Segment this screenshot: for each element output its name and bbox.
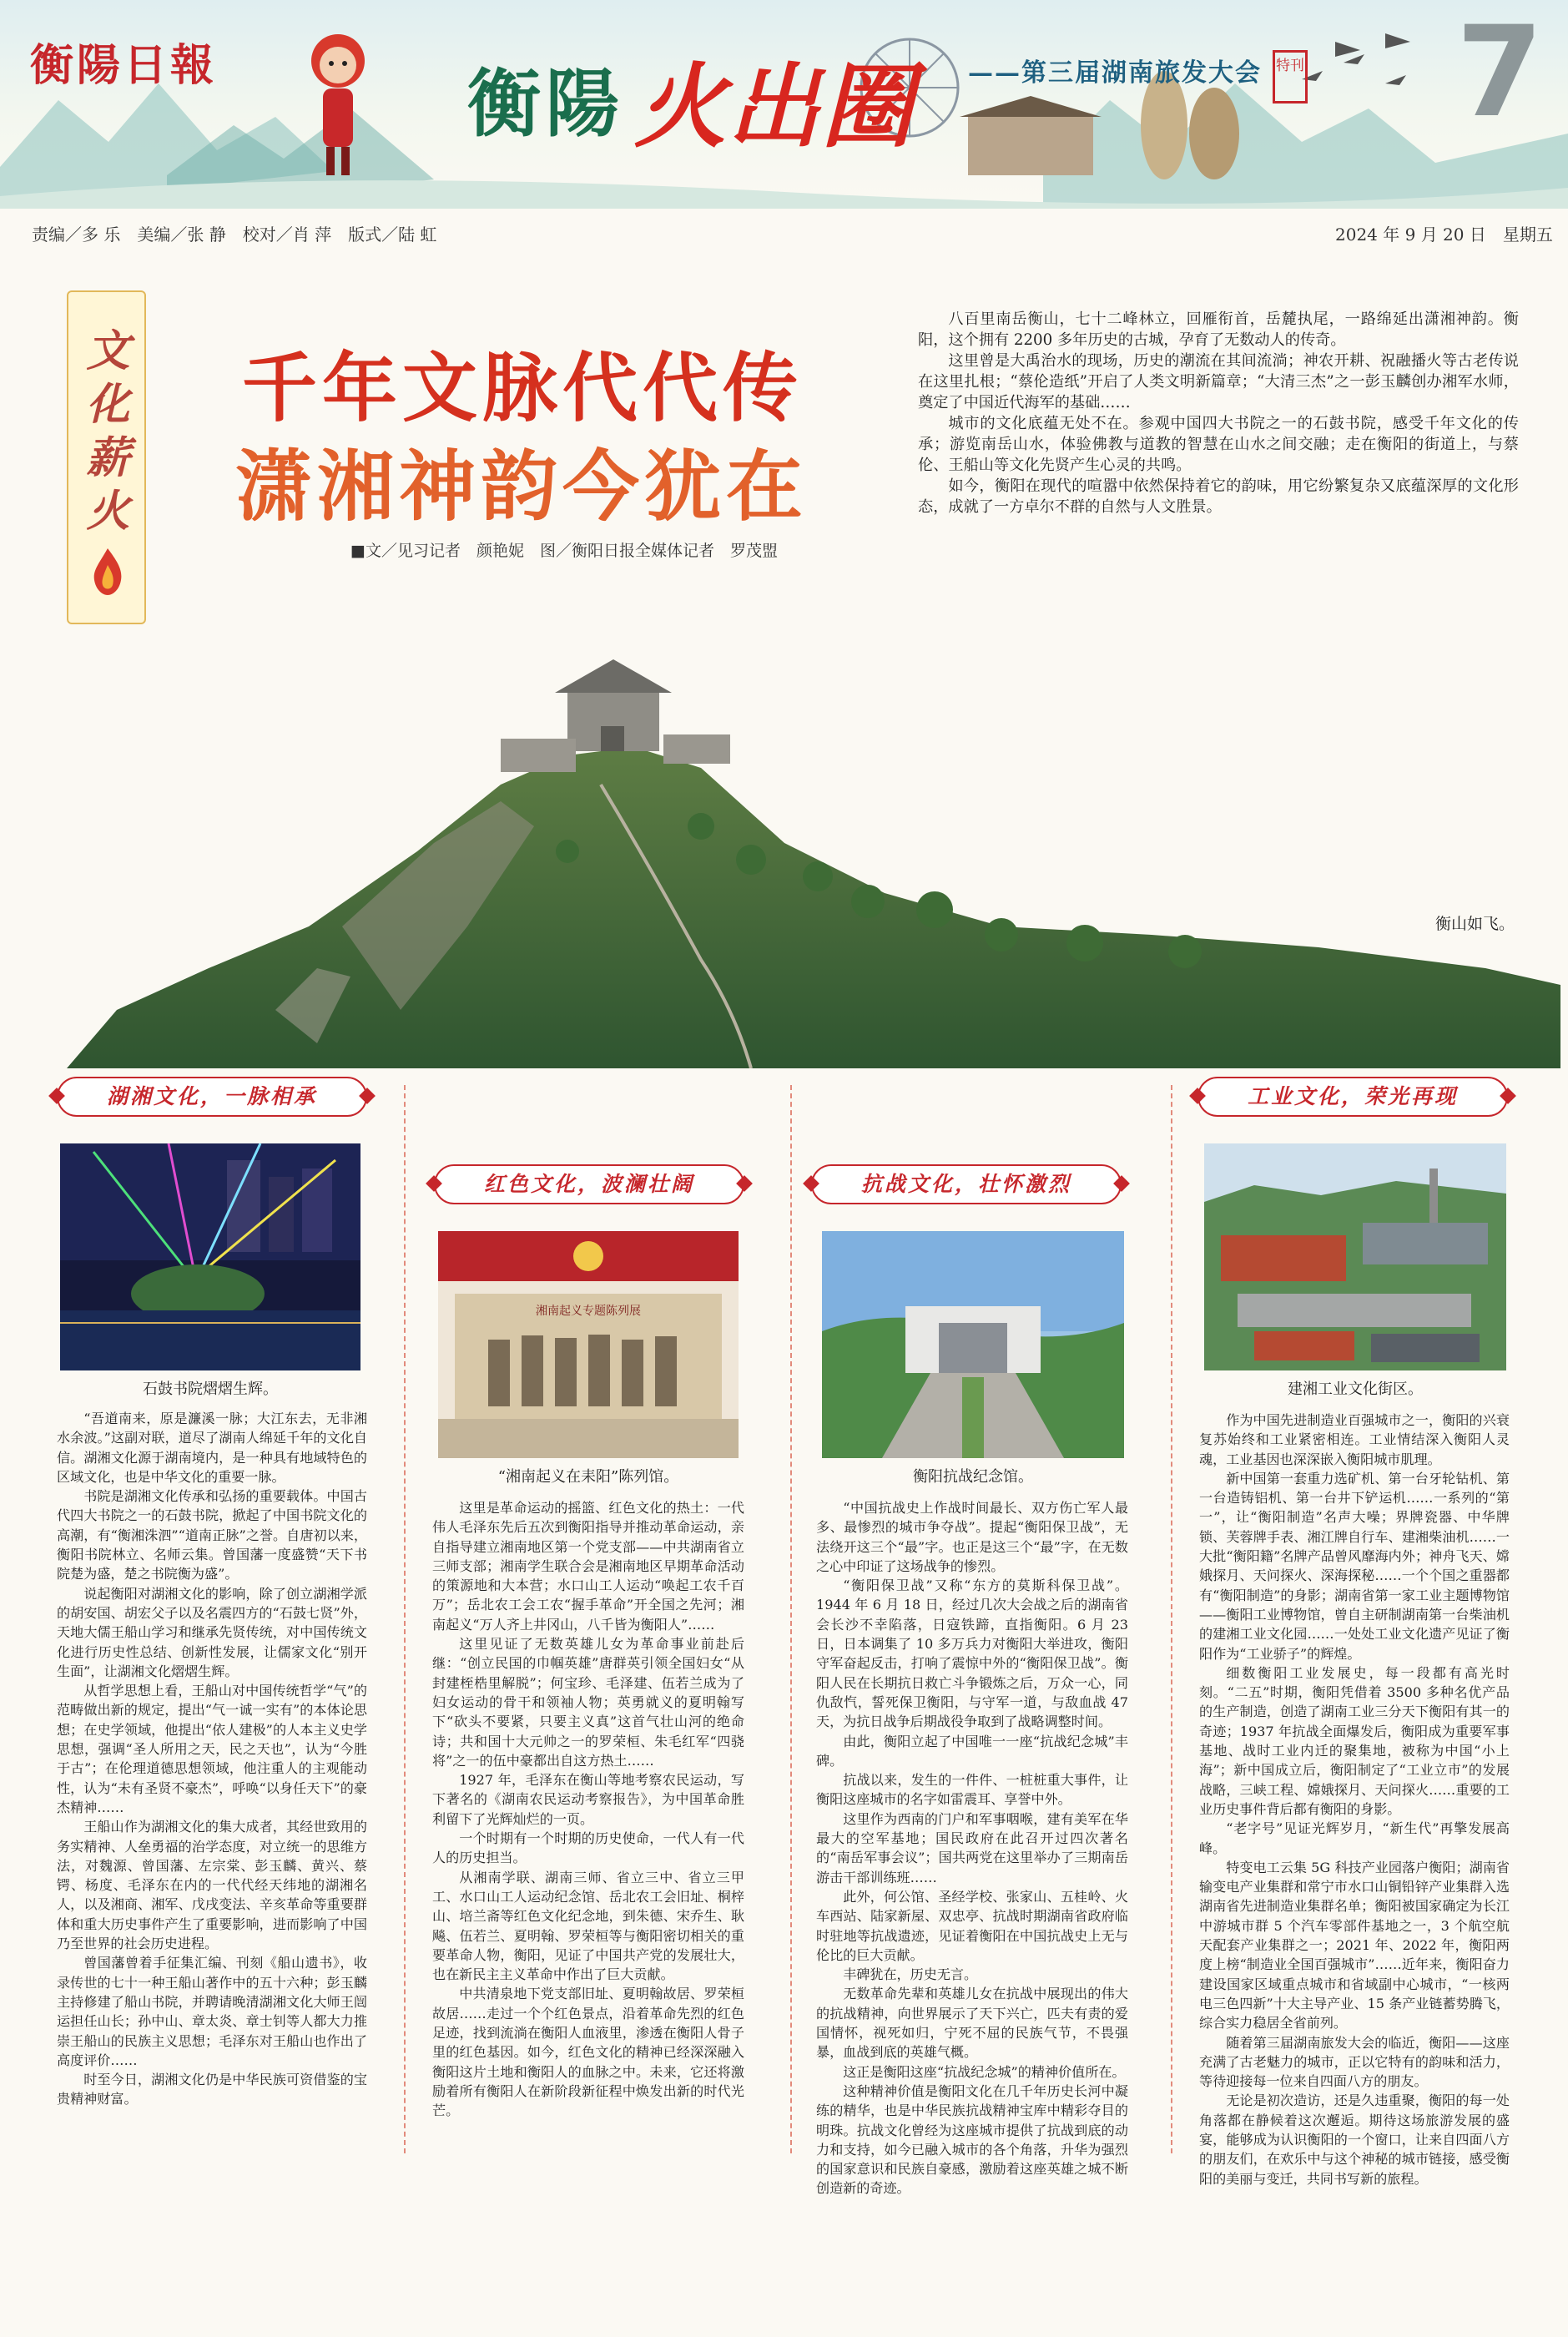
body-paragraph: 无数革命先辈和英雄儿女在抗战中展现出的伟大的抗战精神，向世界展示了天下兴亡，匹夫有责的爱国情怀，视死如归，宁死不屈的民族气节，不畏强暴，血战到底的英雄气概。: [816, 1986, 1128, 2061]
shigu-academy-night-photo: [60, 1143, 360, 1370]
publication-date: 2024 年 9 月 20 日 星期五: [1335, 225, 1553, 245]
body-paragraph: 这里作为西南的门户和军事咽喉，建有美军在华最大的空军基地；国民政府在此召开过四次著名的“南岳军事会议”；国共两党在这里举办了三期南岳游击干部训练班……: [816, 1810, 1128, 1885]
hero-caption: 衡山如飞。: [1435, 915, 1515, 933]
body-paragraph: 这种精神价值是衡阳文化在几千年历史长河中凝练的精华，也是中华民族抗战精神宝库中精彩夺目的明珠。抗战文化曾经为这座城市提供了抗战到底的动力和支持，如今已融入城市的各个角落，升华为强烈的国家意识和民族自豪感，激励着这座英雄之城不断创造新的奇迹。: [816, 2082, 1128, 2197]
photo-caption: “湘南起义在耒阳”陈列馆。: [497, 1468, 679, 1486]
intro-text: [918, 309, 1519, 517]
section-banner: [67, 290, 146, 624]
body-paragraph: 这里见证了无数英雄儿女为革命事业前赴后继：“创立民国的巾帼英雄”唐群英引领全国妇女“从封建桎梏里解脱”；何宝珍、毛泽建、伍若兰成为了妇女运动的骨干和领袖人物；英勇就义的夏明翰写下“砍头不要紧，只要主义真”这首气壮山河的绝命诗；共和国十大元帅之一的罗荣桓、朱毛红军“四骁将”之一的伍中豪都出自这方热土……: [432, 1636, 744, 1769]
body-paragraph: 中共清泉地下党支部旧址、夏明翰故居、罗荣桓故居……走过一个个红色景点，沿着革命先烈的红色足迹，找到流淌在衡阳人血液里，渗透在衡阳人骨子里的红色基因。如今，红色文化的精神已经深深融入衡阳这片土地和衡阳人的血脉之中。未来，它还将激励着所有衡阳人在新阶段新征程中焕发出新的时代光芒。: [432, 1986, 744, 2119]
body-paragraph: 王船山作为湖湘文化的集大成者，其经世致用的务实精神、人垒勇福的治学态度，对立统一的思维方法，对魏源、曾国藩、左宗棠、彭玉麟、黄兴、蔡锷、杨度、毛泽东在内的一代代经天纬地的湖湘名人，以及湘商、湘军、戊戌变法、辛亥革命等重要群体和重大历史事件产生了重要影响，进而影响了中国乃至世界的社会历史进程。: [57, 1819, 367, 1952]
body-paragraph: 这里是革命运动的摇篮、红色文化的热土：一代伟人毛泽东先后五次到衡阳指导并推动革命运动，亲自指导建立湘南地区第一个党支部——中共湖南省立三师支部；湘南学生联合会是湘南地区早期革命活动的策源地和大本营；水口山工人运动“唤起工农千百万”；岳北农工会工农“握手革命”开全国之先河；湘南起义“万人齐上井冈山，八千皆为衡阳人”……: [432, 1500, 744, 1633]
section-char: 薪: [86, 432, 130, 483]
byline: ■文／见习记者 颜艳妮 图／衡阳日报全媒体记者 罗茂盟: [350, 542, 778, 560]
body-paragraph: 从哲学思想上看，王船山对中国传统哲学“气”的范畴做出新的规定，提出“气一诚一实有”的本体论思想；在史学领域，他提出“依人建极”的人本主义史学思想，强调“圣人所用之天，民之天也”，认为“今胜于古”；在伦理道德思想领域，他注重人的主观能动性，认为“未有圣贤不豪杰”，呼唤“以身任天下”的豪杰精神……: [57, 1683, 367, 1815]
body-paragraph: 细数衡阳工业发展史，每一段都有高光时刻。“二五”时期，衡阳凭借着 3500 多种名优产品的生产制造，创造了湖南工业三分天下衡阳有其一的奇迹；1937 年抗战全面爆发后，衡阳成为重要军事基地、战时工业内迁的聚集地，被称为中国“小上海”；新中国成立后，衡阳制定了“工业立市”的发展战略，三峡工程、嫦娥探月、天问探火……重要的工业历史事件背后都有衡阳的身影。: [1199, 1664, 1510, 1817]
badge-huxiang-culture: 湖湘文化，一脉相承: [57, 1077, 367, 1117]
mascot-icon: [305, 23, 371, 182]
column-3-text: [816, 1498, 1128, 2198]
body-paragraph: 作为中国先进制造业百强城市之一，衡阳的兴衰复苏始终和工业紧密相连。工业情结深入衡阳人灵魂，工业基因也深深嵌入衡阳城市肌理。: [1199, 1412, 1510, 1467]
conference-title: ——第三届湖南旅发大会: [968, 58, 1262, 88]
section-char: 文: [86, 326, 130, 376]
column-divider: [1171, 1085, 1172, 2153]
xiangnan-uprising-exhibit-photo: [438, 1231, 739, 1458]
headline-line-2: 潇湘神韵今犹在: [235, 442, 809, 532]
intro-paragraph: 如今，衡阳在现代的喧嚣中依然保持着它的韵味，用它纷繁复杂又底蕴深厚的文化形态，成就了一方卓尔不群的自然与人文胜景。: [918, 477, 1519, 516]
special-issue-seal: 特刊: [1273, 50, 1308, 103]
body-paragraph: “吾道南来，原是濂溪一脉；大江东去，无非湘水余波。”这副对联，道尽了湖南人绵延千年的文化自信。湖湘文化源于湖南境内，是一种具有地域特色的区域文化，也是中华文化的重要一脉。: [57, 1411, 367, 1485]
body-paragraph: 从湘南学联、湖南三师、省立三中、省立三甲工、水口山工人运动纪念馆、岳北农工会旧址、桐梓山、培兰斋等红色文化纪念地，到朱德、宋乔生、耿飚、伍若兰、夏明翰、罗荣桓等与衡阳密切相关的重要革命人物，衡阳，见证了中国共产党的发展壮大，也在新民主主义革命中作出了巨大贡献。: [432, 1869, 744, 1983]
body-paragraph: 新中国第一套重力选矿机、第一台牙轮钻机、第一台造铸铝机、第一台井下铲运机……一系列的“第一”，让“衡阳制造”名声大噪；界牌瓷器、中华牌锁、芙蓉牌手表、湘江牌自行车、建湘柴油机……一大批“衡阳籍”名牌产品曾风靡海内外；神舟飞天、嫦娥探月、天问探火、深海探秘……一个个国之重器都有“衡阳制造”的身影；湖南省第一家工业主题博物馆——衡阳工业博物馆，曾自主研制湖南第一台柴油机的建湘工业文化园……一处处工业文化遗产见证了衡阳作为“工业骄子”的辉煌。: [1199, 1470, 1510, 1662]
body-paragraph: 书院是湖湘文化传承和弘扬的重要载体。中国古代四大书院之一的石鼓书院，掀起了中国书院文化的高潮，有“衡湘洙泗”“道南正脉”之誉。自唐初以来，衡阳书院林立、名师云集。曾国藩一度盛赞“天下书院楚为盛，楚之书院衡为盛”。: [57, 1488, 367, 1582]
photo-caption: 石鼓书院熠熠生辉。: [143, 1380, 278, 1398]
exhibit-sign-text: 湘南起义专题陈列展: [536, 1305, 641, 1318]
intro-paragraph: 八百里南岳衡山，七十二峰林立，回雁衔首，岳麓执尾，一路绵延出潇湘神韵。衡阳，这个拥有 2200 多年历史的古城，孕育了无数动人的传奇。: [918, 310, 1519, 349]
column-divider: [404, 1085, 406, 2153]
body-paragraph: 1927 年，毛泽东在衡山等地考察农民运动，写下著名的《湖南农民运动考察报告》，为中国革命胜利留下了光辉灿烂的一页。: [432, 1772, 744, 1827]
body-paragraph: 这正是衡阳这座“抗战纪念城”的精神价值所在。: [843, 2063, 1126, 2080]
body-paragraph: “老字号”见证光辉岁月，“新生代”再擎发展高峰。: [1199, 1820, 1510, 1856]
body-paragraph: 由此，衡阳立起了中国唯一一座“抗战纪念城”丰碑。: [816, 1733, 1128, 1769]
city-title: 衡陽: [467, 60, 625, 147]
column-2-text: [432, 1498, 744, 2121]
intro-paragraph: 这里曾是大禹治水的现场，历史的潮流在其间流淌；神农开耕、祝融播火等古老传说在这里扎根；“蔡伦造纸”开启了人类文明新篇章；“大清三杰”之一彭玉麟创办湘军水师，奠定了中国近代海军的基础……: [918, 352, 1519, 411]
column-divider: [790, 1085, 792, 2153]
body-paragraph: 说起衡阳对湖湘文化的影响，除了创立湖湘学派的胡安国、胡宏父子以及名震四方的“石鼓七贤”外，天地大儒王船山学习和继承先贤传统，对中国传统文化进行历史性总结、创新性发展，让儒家文化“别开生面”，让湖湘文化熠熠生辉。: [57, 1585, 367, 1679]
masthead: [0, 0, 1568, 209]
body-paragraph: 一个时期有一个时期的历史使命，一代人有一代人的历史担当。: [432, 1830, 744, 1866]
page-number: 7: [1456, 0, 1544, 145]
newspaper-name: 衡陽日報: [30, 40, 218, 91]
headline-line-1: 千年文脉代代传: [242, 344, 803, 432]
column-1-text: [57, 1409, 367, 2109]
body-paragraph: 此外，何公馆、圣经学校、张家山、五桂岭、火车西站、陆家新屋、双忠亭、抗战时期湖南省政府临时驻地等抗战遗迹，见证着衡阳在中国抗战史上无与伦比的巨大贡献。: [816, 1888, 1128, 1963]
section-char: 化: [86, 379, 130, 430]
body-paragraph: “衡阳保卫战”又称“东方的莫斯科保卫战”。1944 年 6 月 18 日，经过几次大会战之后的湖南省会长沙不幸陷落，日寇铁蹄，直指衡阳。6 月 23 日，日本调集了 10 多万兵力对衡阳大举进攻，衡阳守军奋起反击，打响了震惊中外的“衡阳保卫战”。衡阳人民在长期抗日救亡斗争锻炼之后，万众一心，同仇敌忾，誓死保卫衡阳，与守军一道，与敌血战 47 天，为抗日战争后期战役争取到了战略调整时间。: [816, 1577, 1128, 1730]
body-paragraph: 时至今日，湖湘文化仍是中华民族可资借鉴的宝贵精神财富。: [57, 2072, 367, 2107]
jianxiang-industrial-district-photo: [1204, 1143, 1506, 1370]
intro-paragraph: 城市的文化底蕴无处不在。参观中国四大书院之一的石鼓书院，感受千年文化的传承；游览南岳山水，体验佛教与道教的智慧在山水之间交融；走在衡阳的街道上，与蔡伦、王船山等文化先贤产生心灵的共鸣。: [918, 415, 1519, 474]
body-paragraph: 无论是初次造访，还是久违重聚，衡阳的每一处角落都在静候着这次邂逅。期待这场旅游发展的盛宴，能够成为认识衡阳的一个窗口，让来自四面八方的朋友们，在欢乐中与这个神秘的城市链接，感受衡阳的美丽与变迁，共同书写新的旅程。: [1199, 2092, 1510, 2187]
photo-caption: 衡阳抗战纪念馆。: [913, 1468, 1033, 1486]
section-char: 火: [86, 486, 130, 537]
body-paragraph: 随着第三届湖南旅发大会的临近，衡阳——这座充满了古老魅力的城市，正以它特有的韵味和活力，等待迎接每一位来自四面八方的朋友。: [1199, 2034, 1510, 2090]
body-paragraph: 丰碑犹在，历史无言。: [843, 1966, 978, 1983]
hengyang-war-memorial-photo: [822, 1231, 1124, 1458]
badge-red-culture: 红色文化，波澜壮阔: [434, 1164, 744, 1204]
event-title: 火出圈: [634, 53, 915, 160]
body-paragraph: “中国抗战史上作战时间最长、双方伤亡军人最多、最惨烈的城市争夺战”。提起“衡阳保卫战”，无法绕开这三个“最”字。也正是这三个“最”字，在无数之心中印证了这场战争的惨烈。: [816, 1500, 1128, 1574]
badge-war-culture: 抗战文化，壮怀激烈: [811, 1164, 1122, 1204]
column-4-text: [1199, 1411, 1510, 2188]
badge-industrial-culture: 工业文化，荣光再现: [1197, 1077, 1508, 1117]
body-paragraph: 曾国藩曾着手征集汇编、刊刻《船山遗书》，收录传世的七十一种王船山著作中的五十六种；彭玉麟主持修建了船山书院，并聘请晚清湖湘文化大师王闿运担任山长；孙中山、章太炎、章士钊等人都大力推崇王船山的民族主义思想；毛泽东对王船山也作出了高度评价……: [57, 1955, 367, 2068]
body-paragraph: 特变电工云集 5G 科技产业园落户衡阳；湖南省输变电产业集群和常宁市水口山铜铅锌产业集群入选湖南省先进制造业集群名单；衡阳被国家确定为长江中游城市群 5 个汽车零部件基地之一，3 个航空航天配套产业集群之一；2021 年、2022 年，衡阳两度上榜“制造业全国百强城市”……近年来，衡阳奋力建设国家区域重点城市和省域副中心城市，“一核两电三色四新”十大主导产业、15 条产业链蓄势腾飞，综合实力稳居全省前列。: [1199, 1859, 1510, 2032]
body-paragraph: 抗战以来，发生的一件件、一桩桩重大事件，让衡阳这座城市的名字如雷震耳、享誉中外。: [816, 1772, 1128, 1808]
editor-credits: 责编／多 乐 美编／张 静 校对／肖 萍 版式／陆 虹: [32, 225, 437, 245]
photo-caption: 建湘工业文化街区。: [1288, 1380, 1423, 1398]
hengshan-peak-photo: [67, 576, 1560, 1068]
